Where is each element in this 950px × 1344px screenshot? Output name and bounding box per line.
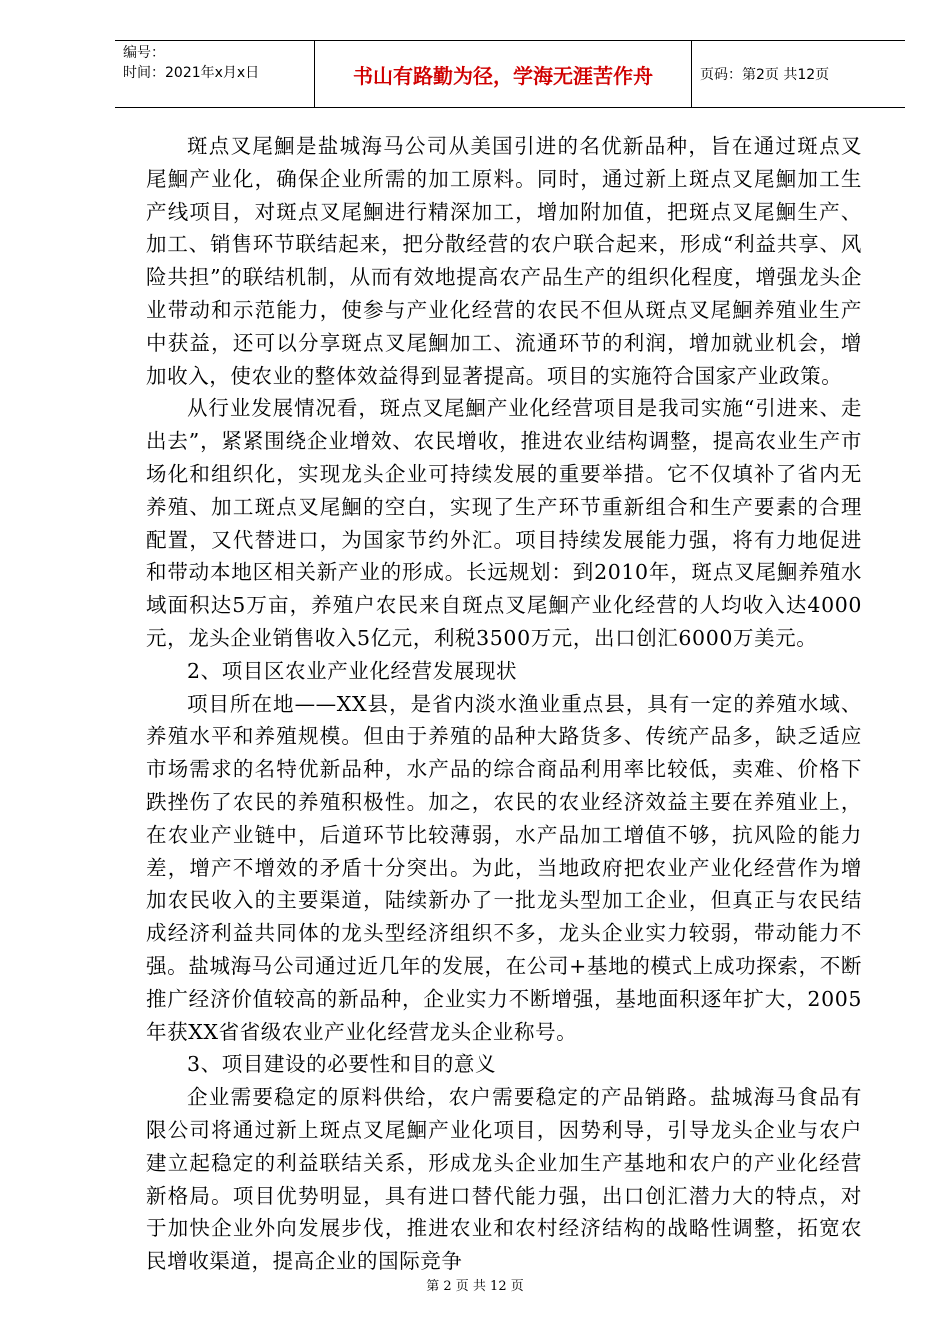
header-meta [115, 41, 315, 107]
section-heading: 2、项目区农业产业化经营发展现状 [187, 658, 518, 683]
body-paragraph: 从行业发展情况看，斑点叉尾鮰产业化经营项目是我司实施“引进来、走出去”，紧紧围绕企业增效、农民增收，推进农业结构调整，提高农业生产市场化和组织化，实现龙头企业可持续发展的重要举措。它不仅填补了省内无养殖、加工斑点叉尾鮰的空白，实现了生产环节重新组合和生产要素的合理配置，又代替进口，为国家节约外汇。项目持续发展能力强，将有力地促进和带动本地区相关新产业的形成。长远规划：到2010年，斑点叉尾鮰养殖水域面积达5万亩，养殖户农民来自斑点叉尾鮰产业化经营的人均收入达4000元，龙头企业销售收入5亿元，利税3500万元，出口创汇6000万美元。 [146, 396, 862, 650]
document-number-label: 编号： [123, 45, 165, 61]
body-paragraph: 企业需要稳定的原料供给，农户需要稳定的产品销路。盐城海马食品有限公司将通过新上斑点叉尾鮰产业化项目，因势利导，引导龙头企业与农户建立起稳定的利益联结关系，形成龙头企业加生产基地和农户的产业化经营新格局。项目优势明显，具有进口替代能力强，出口创汇潜力大的特点，对于加快企业外向发展步伐，推进农业和农村经济结构的战略性调整，拓宽农民增收渠道，提高企业的国际竞争 [146, 1085, 862, 1274]
body-paragraph: 项目所在地——XX县，是省内淡水渔业重点县，具有一定的养殖水域、养殖水平和养殖规模。但由于养殖的品种大路货多、传统产品多，缺乏适应市场需求的名特优新品种，水产品的综合商品利用率比较低，卖难、价格下跌挫伤了农民的养殖积极性。加之，农民的农业经济效益主要在养殖业上，在农业产业链中，后道环节比较薄弱，水产品加工增值不够，抗风险的能力差，增产不增效的矛盾十分突出。为此，当地政府把农业产业化经营作为增加农民收入的主要渠道，陆续新办了一批龙头型加工企业，但真正与农民结成经济利益共同体的龙头型经济组织不多，龙头企业实力较弱，带动能力不强。盐城海马公司通过近几年的发展，在公司+基地的模式上成功探索，不断推广经济价值较高的新品种，企业实力不断增强，基地面积逐年扩大，2005年获XX省省级农业产业化经营龙头企业称号。 [146, 691, 862, 1044]
header-page-info: 页码：第2页 共12页 [700, 67, 830, 83]
document-body [146, 130, 862, 1278]
document-header [115, 40, 905, 108]
header-motto: 书山有路勤为径，学海无涯苦作舟 [315, 41, 692, 107]
body-paragraph: 斑点叉尾鮰是盐城海马公司从美国引进的名优新品种，旨在通过斑点叉尾鮰产业化，确保企业所需的加工原料。同时，通过新上斑点叉尾鮰加工生产线项目，对斑点叉尾鮰进行精深加工，增加附加值，把斑点叉尾鮰生产、加工、销售环节联结起来，把分散经营的农户联合起来，形成“利益共享、风险共担”的联结机制，从而有效地提高农产品生产的组织化程度，增强龙头企业带动和示范能力，使参与产业化经营的农民不但从斑点叉尾鮰养殖业生产中获益，还可以分享斑点叉尾鮰加工、流通环节的利润，增加就业机会，增加收入，使农业的整体效益得到显著提高。项目的实施符合国家产业政策。 [146, 134, 862, 388]
document-time-label: 时间：2021年x月x日 [123, 65, 260, 81]
section-heading: 3、项目建设的必要性和目的意义 [187, 1052, 497, 1077]
page-footer: 第 2 页 共 12 页 [426, 1279, 524, 1294]
